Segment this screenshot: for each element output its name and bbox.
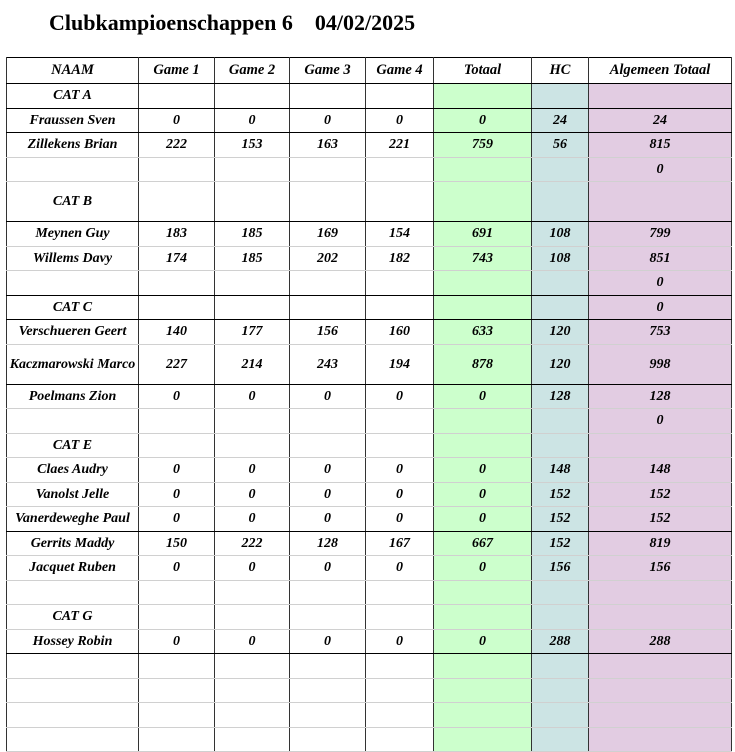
cell-totaal <box>434 580 532 605</box>
cell-algemeen-totaal <box>589 433 732 458</box>
cell-game-3 <box>290 727 366 752</box>
cell-name <box>7 727 139 752</box>
cell-algemeen-totaal: 0 <box>589 409 732 434</box>
table-row <box>7 654 732 679</box>
cell-game-3 <box>290 433 366 458</box>
table-row <box>7 507 732 532</box>
cell-game-1 <box>139 580 215 605</box>
category-row <box>7 295 732 320</box>
cell-game-2: 153 <box>215 133 290 158</box>
cell-game-1 <box>139 433 215 458</box>
category-row <box>7 84 732 109</box>
cell-algemeen-totaal: 0 <box>589 271 732 296</box>
cell-algemeen-totaal: 753 <box>589 320 732 345</box>
cell-hc <box>532 271 589 296</box>
cell-game-4 <box>366 703 434 728</box>
title-text: Clubkampioenschappen 6 <box>49 10 293 35</box>
cell-totaal: 759 <box>434 133 532 158</box>
cell-name: Hossey Robin <box>7 629 139 654</box>
cell-game-3: 0 <box>290 108 366 133</box>
cell-totaal <box>434 409 532 434</box>
cell-game-1 <box>139 409 215 434</box>
cell-name <box>7 409 139 434</box>
cell-algemeen-totaal: 24 <box>589 108 732 133</box>
category-row <box>7 605 732 630</box>
cell-algemeen-totaal: 148 <box>589 458 732 483</box>
category-row <box>7 182 732 222</box>
cell-game-3 <box>290 703 366 728</box>
cell-hc <box>532 727 589 752</box>
cell-game-4 <box>366 433 434 458</box>
cell-game-2 <box>215 678 290 703</box>
cell-game-1 <box>139 605 215 630</box>
cell-hc: 108 <box>532 222 589 247</box>
cell-game-2: 0 <box>215 458 290 483</box>
cell-algemeen-totaal: 128 <box>589 384 732 409</box>
cell-game-1: 0 <box>139 108 215 133</box>
cell-algemeen-totaal <box>589 605 732 630</box>
cell-game-3: 128 <box>290 531 366 556</box>
cell-hc: 288 <box>532 629 589 654</box>
table-row <box>7 458 732 483</box>
cell-game-4 <box>366 727 434 752</box>
table-row <box>7 678 732 703</box>
table-row <box>7 629 732 654</box>
cell-game-3 <box>290 84 366 109</box>
cell-algemeen-totaal: 799 <box>589 222 732 247</box>
cell-game-3: 0 <box>290 507 366 532</box>
table-body <box>7 84 732 752</box>
cell-game-1: 183 <box>139 222 215 247</box>
cell-game-2: 185 <box>215 246 290 271</box>
header-algemeen-totaal: Algemeen Totaal <box>589 58 732 84</box>
cell-totaal <box>434 678 532 703</box>
cell-game-3: 0 <box>290 384 366 409</box>
cell-game-2 <box>215 605 290 630</box>
cell-hc: 152 <box>532 482 589 507</box>
cell-totaal <box>434 727 532 752</box>
cell-game-1: 0 <box>139 482 215 507</box>
cell-game-2 <box>215 654 290 679</box>
cell-game-3: 0 <box>290 629 366 654</box>
cell-name: Vanolst Jelle <box>7 482 139 507</box>
table-row <box>7 222 732 247</box>
cell-algemeen-totaal: 0 <box>589 157 732 182</box>
cell-game-3: 0 <box>290 458 366 483</box>
cell-game-3: 0 <box>290 482 366 507</box>
cell-game-3: 202 <box>290 246 366 271</box>
table-row <box>7 531 732 556</box>
cell-game-1 <box>139 654 215 679</box>
cell-totaal: 743 <box>434 246 532 271</box>
cell-name: Zillekens Brian <box>7 133 139 158</box>
cell-name <box>7 703 139 728</box>
cell-totaal: 878 <box>434 344 532 384</box>
cell-game-2: 214 <box>215 344 290 384</box>
cell-totaal <box>434 295 532 320</box>
cell-algemeen-totaal: 156 <box>589 556 732 581</box>
cell-game-1: 174 <box>139 246 215 271</box>
cell-game-3 <box>290 271 366 296</box>
cell-totaal: 0 <box>434 458 532 483</box>
cell-algemeen-totaal <box>589 703 732 728</box>
cell-game-2: 0 <box>215 629 290 654</box>
cell-game-1: 0 <box>139 556 215 581</box>
cell-name: Gerrits Maddy <box>7 531 139 556</box>
cell-game-1: 140 <box>139 320 215 345</box>
cell-hc: 108 <box>532 246 589 271</box>
cell-game-4: 160 <box>366 320 434 345</box>
cell-name: CAT C <box>7 295 139 320</box>
cell-game-3: 243 <box>290 344 366 384</box>
cell-game-4: 0 <box>366 629 434 654</box>
cell-hc <box>532 654 589 679</box>
header-game-2: Game 2 <box>215 58 290 84</box>
cell-game-1 <box>139 84 215 109</box>
cell-name: Claes Audry <box>7 458 139 483</box>
cell-game-4: 0 <box>366 384 434 409</box>
cell-algemeen-totaal: 819 <box>589 531 732 556</box>
table-row <box>7 344 732 384</box>
cell-game-2 <box>215 157 290 182</box>
cell-name <box>7 580 139 605</box>
header-game-4: Game 4 <box>366 58 434 84</box>
cell-game-3 <box>290 580 366 605</box>
cell-game-3 <box>290 182 366 222</box>
cell-game-4: 221 <box>366 133 434 158</box>
cell-totaal: 0 <box>434 507 532 532</box>
cell-algemeen-totaal <box>589 678 732 703</box>
cell-game-2: 177 <box>215 320 290 345</box>
cell-algemeen-totaal: 152 <box>589 507 732 532</box>
cell-game-2 <box>215 271 290 296</box>
cell-game-2 <box>215 295 290 320</box>
category-row <box>7 433 732 458</box>
cell-game-2 <box>215 727 290 752</box>
cell-hc <box>532 605 589 630</box>
cell-totaal <box>434 84 532 109</box>
header-game-3: Game 3 <box>290 58 366 84</box>
cell-name: Verschueren Geert <box>7 320 139 345</box>
cell-hc <box>532 157 589 182</box>
cell-name: Jacquet Ruben <box>7 556 139 581</box>
page-title <box>49 10 415 36</box>
cell-algemeen-totaal <box>589 182 732 222</box>
cell-game-4 <box>366 605 434 630</box>
cell-algemeen-totaal: 152 <box>589 482 732 507</box>
table-row <box>7 727 732 752</box>
cell-algemeen-totaal: 815 <box>589 133 732 158</box>
cell-game-1 <box>139 157 215 182</box>
header-hc: HC <box>532 58 589 84</box>
cell-game-4: 0 <box>366 482 434 507</box>
cell-hc <box>532 703 589 728</box>
cell-game-1: 0 <box>139 384 215 409</box>
cell-game-4 <box>366 678 434 703</box>
cell-totaal <box>434 182 532 222</box>
table-row <box>7 482 732 507</box>
cell-game-3: 156 <box>290 320 366 345</box>
table-row <box>7 320 732 345</box>
cell-game-1: 150 <box>139 531 215 556</box>
cell-hc <box>532 409 589 434</box>
cell-game-1: 0 <box>139 507 215 532</box>
cell-hc <box>532 580 589 605</box>
cell-totaal: 0 <box>434 556 532 581</box>
cell-game-3 <box>290 157 366 182</box>
cell-totaal: 633 <box>434 320 532 345</box>
cell-game-2 <box>215 580 290 605</box>
cell-hc: 128 <box>532 384 589 409</box>
cell-game-1 <box>139 727 215 752</box>
table-row <box>7 246 732 271</box>
cell-hc: 152 <box>532 507 589 532</box>
cell-game-1 <box>139 271 215 296</box>
cell-hc <box>532 295 589 320</box>
table-row <box>7 157 732 182</box>
cell-hc <box>532 182 589 222</box>
header-naam: NAAM <box>7 58 139 84</box>
cell-name <box>7 271 139 296</box>
cell-totaal <box>434 654 532 679</box>
cell-totaal: 667 <box>434 531 532 556</box>
table-row <box>7 133 732 158</box>
cell-hc: 56 <box>532 133 589 158</box>
cell-totaal: 0 <box>434 384 532 409</box>
cell-game-4: 182 <box>366 246 434 271</box>
cell-totaal: 0 <box>434 482 532 507</box>
cell-algemeen-totaal: 288 <box>589 629 732 654</box>
cell-name <box>7 157 139 182</box>
cell-totaal: 0 <box>434 629 532 654</box>
title-date: 04/02/2025 <box>314 10 416 35</box>
cell-name: Vanerdeweghe Paul <box>7 507 139 532</box>
cell-game-2: 0 <box>215 108 290 133</box>
cell-game-3 <box>290 654 366 679</box>
cell-game-2 <box>215 433 290 458</box>
cell-game-4 <box>366 84 434 109</box>
cell-game-4 <box>366 580 434 605</box>
cell-hc: 148 <box>532 458 589 483</box>
cell-game-2: 222 <box>215 531 290 556</box>
cell-game-2: 185 <box>215 222 290 247</box>
cell-game-1 <box>139 678 215 703</box>
cell-hc <box>532 84 589 109</box>
cell-game-4 <box>366 295 434 320</box>
cell-totaal: 0 <box>434 108 532 133</box>
cell-game-3 <box>290 605 366 630</box>
cell-game-4 <box>366 409 434 434</box>
cell-algemeen-totaal <box>589 727 732 752</box>
cell-hc: 120 <box>532 344 589 384</box>
cell-name: CAT A <box>7 84 139 109</box>
cell-totaal <box>434 157 532 182</box>
table-row <box>7 384 732 409</box>
table-row <box>7 703 732 728</box>
cell-name: CAT B <box>7 182 139 222</box>
cell-totaal <box>434 271 532 296</box>
cell-algemeen-totaal: 851 <box>589 246 732 271</box>
header-totaal: Totaal <box>434 58 532 84</box>
cell-game-1 <box>139 182 215 222</box>
table-row <box>7 409 732 434</box>
cell-totaal <box>434 433 532 458</box>
cell-game-4 <box>366 654 434 679</box>
table-row <box>7 108 732 133</box>
cell-totaal <box>434 703 532 728</box>
cell-game-4: 0 <box>366 507 434 532</box>
cell-name: CAT G <box>7 605 139 630</box>
cell-game-4: 167 <box>366 531 434 556</box>
cell-name: Meynen Guy <box>7 222 139 247</box>
cell-algemeen-totaal <box>589 580 732 605</box>
cell-totaal: 691 <box>434 222 532 247</box>
cell-game-1 <box>139 703 215 728</box>
cell-hc <box>532 678 589 703</box>
cell-hc <box>532 433 589 458</box>
header-row <box>7 58 732 84</box>
cell-game-4: 0 <box>366 458 434 483</box>
cell-game-4: 154 <box>366 222 434 247</box>
table-row <box>7 556 732 581</box>
cell-game-2: 0 <box>215 507 290 532</box>
cell-algemeen-totaal <box>589 84 732 109</box>
cell-name: Poelmans Zion <box>7 384 139 409</box>
cell-game-2 <box>215 84 290 109</box>
cell-game-2: 0 <box>215 384 290 409</box>
cell-hc: 156 <box>532 556 589 581</box>
cell-game-1 <box>139 295 215 320</box>
cell-game-2: 0 <box>215 482 290 507</box>
cell-algemeen-totaal <box>589 654 732 679</box>
cell-game-3 <box>290 409 366 434</box>
cell-game-4: 194 <box>366 344 434 384</box>
cell-game-2 <box>215 182 290 222</box>
cell-game-4 <box>366 271 434 296</box>
cell-game-1: 222 <box>139 133 215 158</box>
header-game-1: Game 1 <box>139 58 215 84</box>
cell-game-4: 0 <box>366 108 434 133</box>
cell-game-4: 0 <box>366 556 434 581</box>
cell-game-2 <box>215 409 290 434</box>
cell-name: Willems Davy <box>7 246 139 271</box>
cell-algemeen-totaal: 998 <box>589 344 732 384</box>
cell-game-4 <box>366 157 434 182</box>
table-row <box>7 271 732 296</box>
cell-name: CAT E <box>7 433 139 458</box>
cell-game-3: 169 <box>290 222 366 247</box>
cell-game-4 <box>366 182 434 222</box>
cell-name <box>7 654 139 679</box>
cell-game-2: 0 <box>215 556 290 581</box>
cell-game-3 <box>290 678 366 703</box>
cell-game-1: 0 <box>139 629 215 654</box>
cell-game-3: 0 <box>290 556 366 581</box>
cell-totaal <box>434 605 532 630</box>
cell-game-3 <box>290 295 366 320</box>
cell-game-1: 227 <box>139 344 215 384</box>
cell-name: Kaczmarowski Marco <box>7 344 139 384</box>
cell-game-3: 163 <box>290 133 366 158</box>
cell-name: Fraussen Sven <box>7 108 139 133</box>
results-table <box>6 57 732 752</box>
cell-hc: 24 <box>532 108 589 133</box>
cell-name <box>7 678 139 703</box>
cell-game-1: 0 <box>139 458 215 483</box>
cell-algemeen-totaal: 0 <box>589 295 732 320</box>
cell-hc: 152 <box>532 531 589 556</box>
cell-hc: 120 <box>532 320 589 345</box>
table-row <box>7 580 732 605</box>
cell-game-2 <box>215 703 290 728</box>
